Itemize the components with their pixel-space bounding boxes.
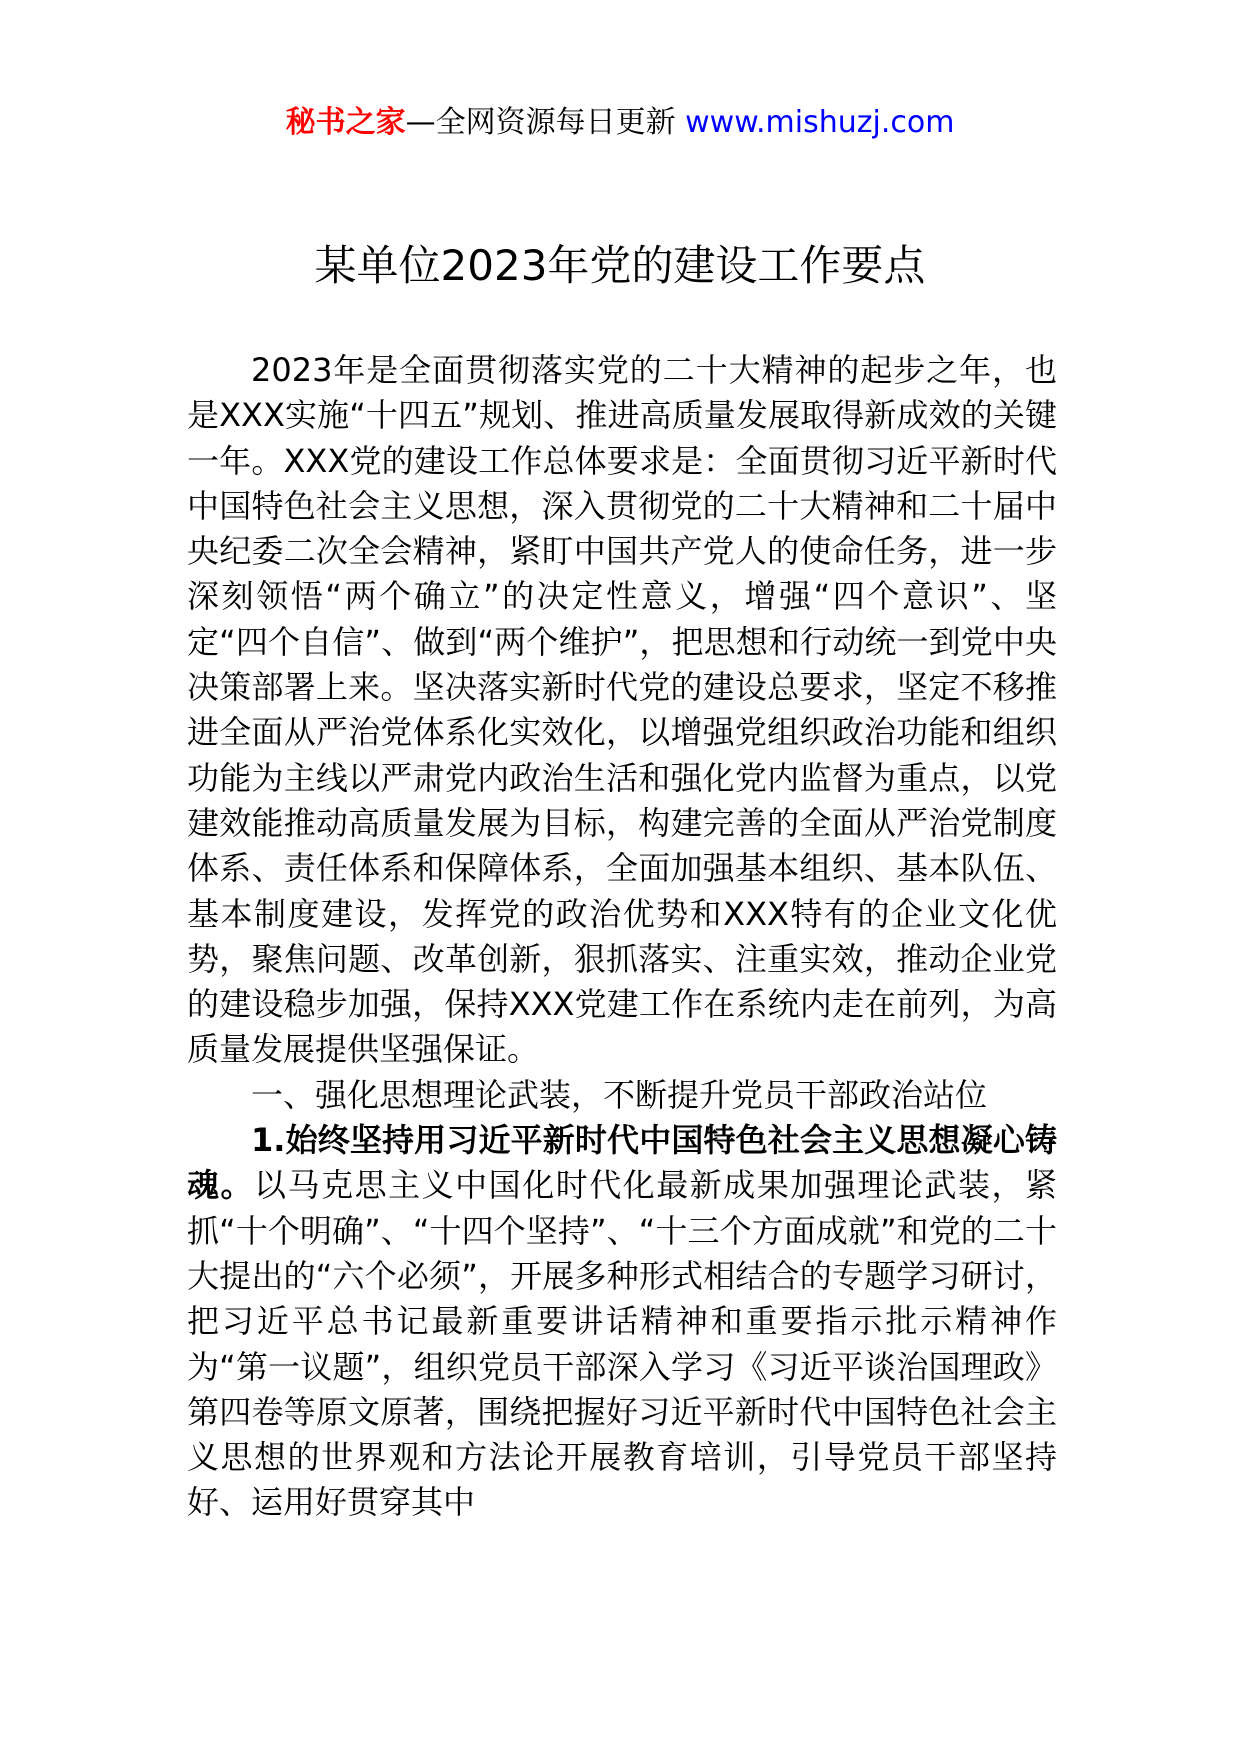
brand-name: 秘书之家 [285,105,406,140]
intro-paragraph: 2023年是全面贯彻落实党的二十大精神的起步之年，也是XXX实施“十四五”规划、推进高质量发展取得新成效的关键一年。XXX党的建设工作总体要求是：全面贯彻习近平新时代中国特色社会主义思想，深入贯彻党的二十大精神和二十届中央纪委二次全会精神，紧盯中国共产党人的使命任务，进一步深刻领悟“两个确立”的决定性意义，增强“四个意识”、坚定“四个自信”、做到“两个维护”，把思想和行动统一到党中央决策部署上来。坚决落实新时代党的建设总要求，坚定不移推进全面从严治党体系化实效化，以增强党组织政治功能和组织功能为主线以严肃党内政治生活和强化党内监督为重点，以党建效能推动高质量发展为目标，构建完善的全面从严治党制度体系、责任体系和保障体系，全面加强基本组织、基本队伍、基本制度建设，发挥党的政治优势和XXX特有的企业文化优势，聚焦问题、改革创新，狠抓落实、注重实效，推动企业党的建设稳步加强，保持XXX党建工作在系统内走在前列，为高质量发展提供坚强保证。 [187,351,1057,1069]
item-1-paragraph [187,1118,1057,1526]
site-header [0,98,1240,148]
section-heading-1: 一、强化思想理论武装，不断提升党员干部政治站位 [251,1075,988,1114]
document-title: 某单位2023年党的建设工作要点 [314,241,926,290]
header-slogan: —全网资源每日更新 [405,105,686,140]
document-body [187,348,1057,1526]
item-1-body: 以马克思主义中国化时代化最新成果加强理论武装，紧抓“十个明确”、“十四个坚持”、“十三个方面成就”和党的二十大提出的“六个必须”，开展多种形式相结合的专题学习研讨，把习近平总书记最新重要讲话精神和重要指示批示精神作为“第一议题”，组织党员干部深入学习《习近平谈治国理政》第四卷等原文原著，围绕把握好习近平新时代中国特色社会主义思想的世界观和方法论开展教育培训，引导党员干部坚持好、运用好贯穿其中 [187,1166,1057,1522]
site-url-link[interactable]: www.mishuzj.com [685,105,955,140]
item-1-lead: 1.始终坚持用习近平新时代中国特色社会主义思想凝心铸魂。 [187,1121,1057,1205]
